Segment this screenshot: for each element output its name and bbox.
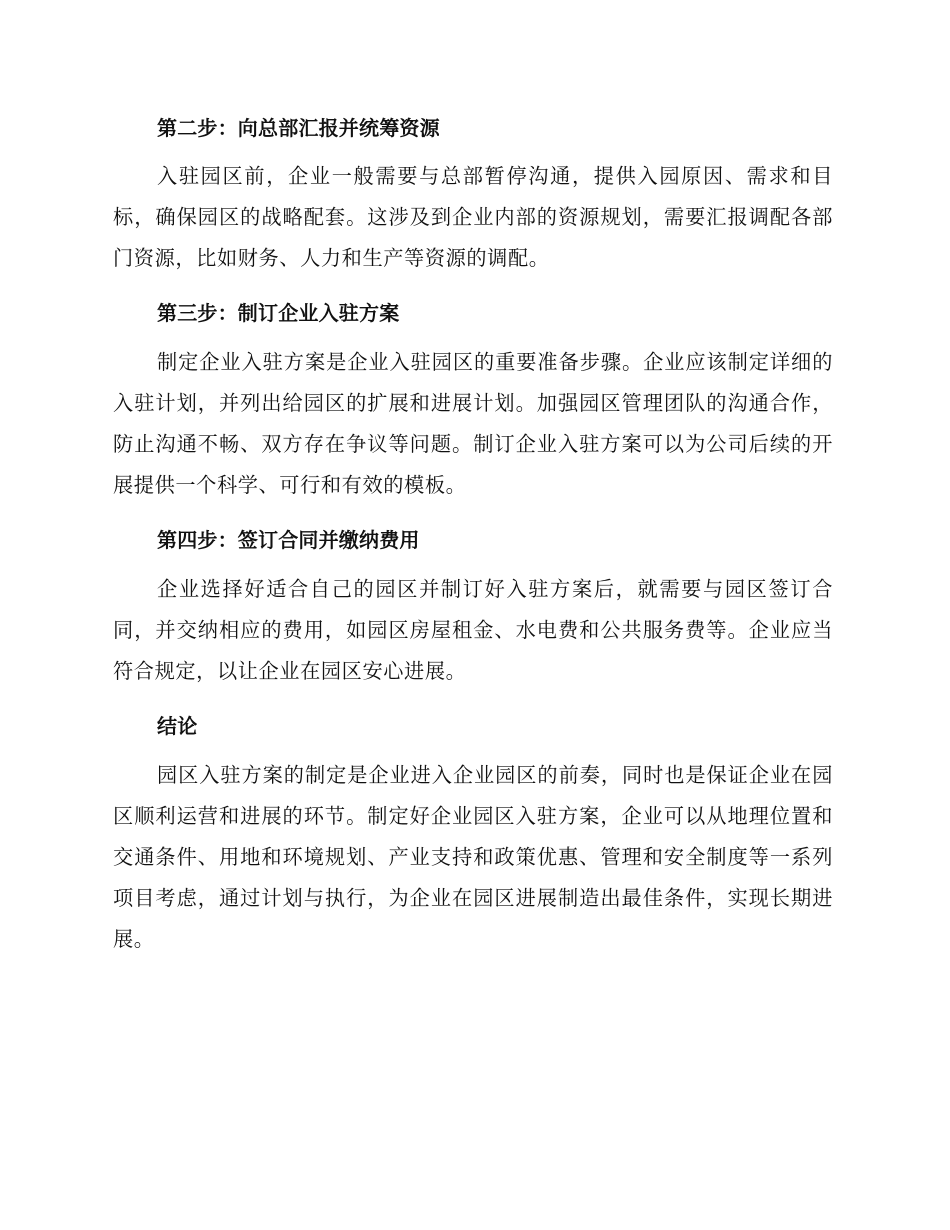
section-body-step-2: 入驻园区前，企业一般需要与总部暂停沟通，提供入园原因、需求和目标，确保园区的战略配套。这涉及到企业内部的资源规划，需要汇报调配各部门资源，比如财务、人力和生产等资源的调配。	[113, 164, 833, 270]
section-heading-conclusion: 结论	[157, 714, 198, 738]
section-heading-step-3: 第三步：制订企业入驻方案	[157, 301, 400, 325]
section-body-conclusion: 园区入驻方案的制定是企业进入企业园区的前奏，同时也是保证企业在园区顺利运营和进展的环节。制定好企业园区入驻方案，企业可以从地理位置和交通条件、用地和环境规划、产业支持和政策优惠、管理和安全制度等一系列项目考虑，通过计划与执行，为企业在园区进展制造出最佳条件，实现长期进展。	[113, 763, 833, 951]
section-heading-step-4: 第四步：签订合同并缴纳费用	[157, 528, 420, 552]
section-heading-step-2: 第二步：向总部汇报并统筹资源	[157, 116, 440, 140]
section-body-step-4: 企业选择好适合自己的园区并制订好入驻方案后，就需要与园区签订合同，并交纳相应的费用，如园区房屋租金、水电费和公共服务费等。企业应当符合规定，以让企业在园区安心进展。	[113, 577, 833, 683]
section-body-step-3: 制定企业入驻方案是企业入驻园区的重要准备步骤。企业应该制定详细的入驻计划，并列出给园区的扩展和进展计划。加强园区管理团队的沟通合作，防止沟通不畅、双方存在争议等问题。制订企业入驻方案可以为公司后续的开展提供一个科学、可行和有效的模板。	[113, 350, 833, 497]
document-page	[113, 112, 833, 960]
